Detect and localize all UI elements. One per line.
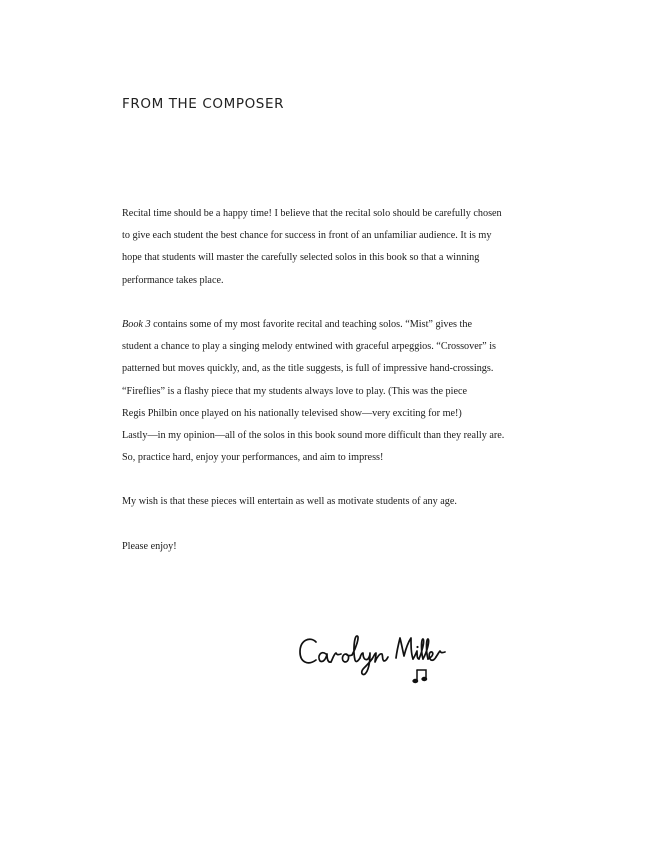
text-line: So, practice hard, enjoy your performances, and aim to impress! [122, 452, 384, 464]
text-line: Please enjoy! [122, 540, 177, 552]
paragraph-gap [122, 469, 522, 491]
paragraph-1 [122, 203, 522, 292]
handwritten-signature [296, 628, 452, 684]
paragraph-gap [122, 292, 522, 314]
text-line: “Fireflies” is a flashy piece that my students always love to play. (This was the piece [122, 385, 468, 397]
text-line: My wish is that these pieces will entertain as well as motivate students of any age. [122, 496, 457, 508]
text-line: to give each student the best chance for success in front of an unfamiliar audience. It is my [122, 230, 492, 242]
text-line-rest: contains some of my most favorite recital and teaching solos. “Mist” gives the [150, 318, 472, 330]
text-line: patterned but moves quickly, and, as the title suggests, is full of impressive hand-crossings. [122, 363, 494, 375]
letter-body [122, 203, 522, 558]
text-line: hope that students will master the carefully selected solos in this book so that a winning [122, 252, 480, 264]
text-line: Recital time should be a happy time! I believe that the recital solo should be carefully chosen [122, 208, 502, 219]
music-note-icon [413, 670, 426, 683]
paragraph-2 [122, 314, 522, 469]
paragraph-3 [122, 491, 522, 513]
text-line: performance takes place. [122, 274, 224, 286]
text-line: Lastly—in my opinion—all of the solos in this book sound more difficult than they really are. [122, 429, 505, 441]
page-heading: FROM THE COMPOSER [122, 96, 285, 112]
text-line: student a chance to play a singing melody entwined with graceful arpeggios. “Crossover” is [122, 341, 497, 353]
text-line: Regis Philbin once played on his nationally televised show—very exciting for me!) [122, 407, 462, 419]
paragraph-4 [122, 536, 522, 558]
book-title: Book 3 [122, 318, 151, 330]
text-line [122, 314, 522, 336]
paragraph-gap [122, 514, 522, 536]
